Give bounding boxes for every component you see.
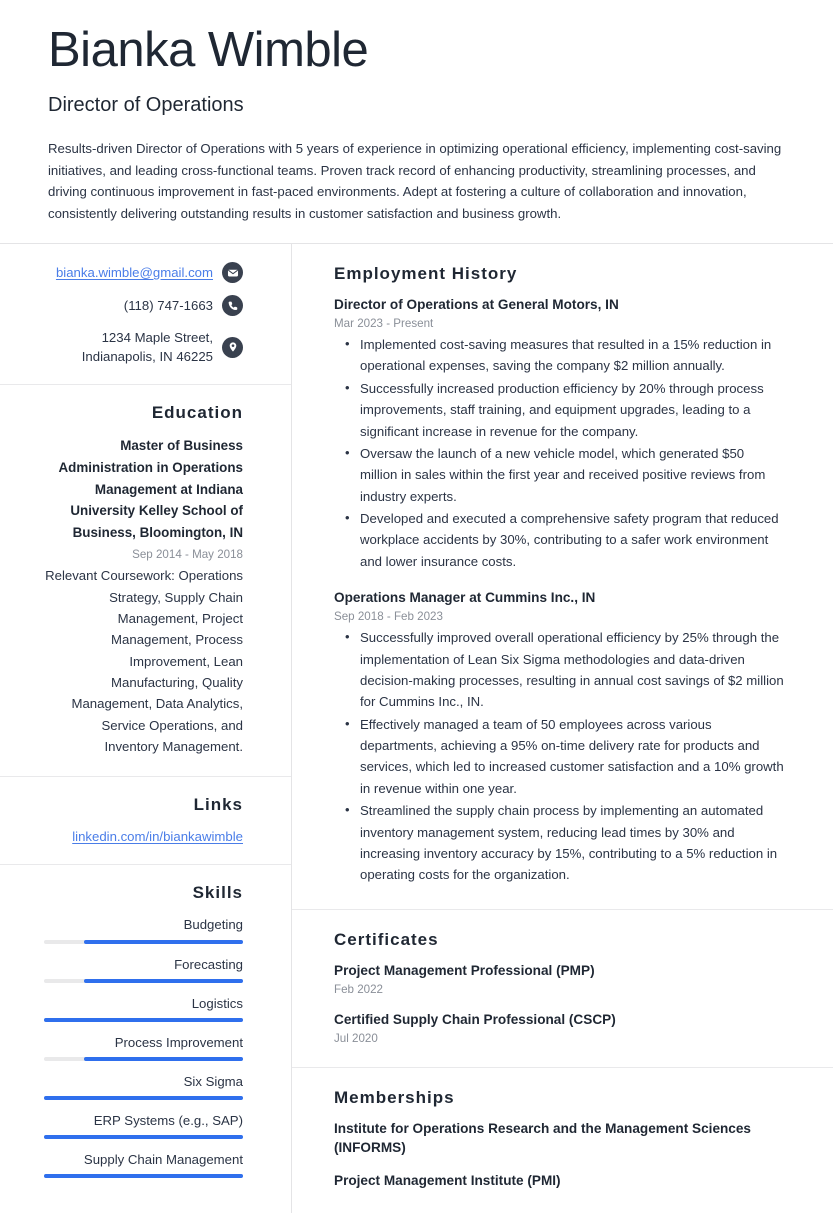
- skill-label: Forecasting: [174, 956, 243, 972]
- skill-level-bar: [44, 1057, 243, 1061]
- certificates-section: [292, 910, 833, 1068]
- membership-entry: [334, 1171, 785, 1191]
- phone-icon: [222, 295, 243, 316]
- certificate-entry: [334, 1010, 785, 1045]
- skill-level-fill: [44, 1096, 243, 1100]
- skill-label: Supply Chain Management: [83, 1152, 243, 1168]
- professional-summary: Results-driven Director of Operations with 5 years of experience in optimizing operational efficiency, implementing cost-saving initiatives, and leading cross-functional teams. Proven track record of enhancing productivity, streamlining processes, and driving continuous improvement in fast-paced environments. Adept at fostering a culture of collaboration and innovation, consistently delivering outstanding results in customer satisfaction and business growth.: [48, 140, 782, 222]
- skill-item: [44, 1072, 243, 1100]
- education-degree: Master of Business Administration in Operations Management at Indiana University Kelley School of Business, Bloomington, IN: [58, 438, 243, 541]
- contact-row-address: [44, 328, 243, 366]
- membership-title: Project Management Institute (PMI): [334, 1173, 561, 1189]
- education-description: Relevant Coursework: Operations Strategy, Supply Chain Management, Project Management, Process Improvement, Lean Manufacturing, Quality Management, Data Analytics, Service Operations, and Inventory Management.: [45, 568, 243, 755]
- links-heading: Links: [193, 794, 243, 814]
- employment-bullet: • Effectively managed a team of 50 employees across various departments, achieving a 95% on-time delivery rate for products and services, which led to increased customer satisfaction and a 10% growth in revenue within one year.: [334, 714, 785, 800]
- employment-bullet: • Successfully increased production efficiency by 20% through process improvements, staff training, and equipment upgrades, leading to a significant increase in revenue for the company.: [334, 378, 785, 442]
- certificate-date: Feb 2022: [334, 982, 383, 996]
- jobs-list: [334, 295, 785, 886]
- skill-level-bar: [44, 1135, 243, 1139]
- employment-title: Operations Manager at Cummins Inc., IN: [334, 590, 596, 606]
- skill-level-fill: [44, 1174, 243, 1178]
- certificates-list: [334, 961, 785, 1045]
- main-column: [292, 244, 833, 1213]
- address-text: 1234 Maple Street, Indianapolis, IN 46225: [81, 330, 213, 365]
- education-entry: [44, 435, 243, 757]
- skill-level-fill: [84, 940, 243, 944]
- skill-label: Logistics: [191, 995, 243, 1011]
- skill-item: [44, 1033, 243, 1061]
- links-section: [0, 777, 291, 866]
- skill-label: Budgeting: [183, 917, 243, 933]
- skill-level-fill: [84, 1057, 243, 1061]
- employment-bullet: • Successfully improved overall operational efficiency by 25% through the implementation of Lean Six Sigma methodologies and data-driven decision-making processes, resulting in annual cost savings of $2 million for Cummins Inc., IN.: [334, 627, 785, 713]
- contact-row-phone[interactable]: [44, 295, 243, 316]
- location-pin-icon: [222, 337, 243, 358]
- membership-title: Institute for Operations Research and the Management Sciences (INFORMS): [334, 1120, 751, 1156]
- employment-title: Director of Operations at General Motors, IN: [334, 297, 619, 313]
- resume-header: [0, 0, 833, 243]
- email-link[interactable]: bianka.wimble@gmail.com: [55, 264, 213, 280]
- contact-row-email[interactable]: [44, 262, 243, 283]
- employment-entry: [334, 295, 785, 572]
- education-heading: Education: [151, 403, 243, 423]
- contact-section: [0, 244, 291, 385]
- envelope-icon: [222, 262, 243, 283]
- memberships-list: [334, 1119, 785, 1191]
- resume-body: [0, 244, 833, 1213]
- skill-level-fill: [44, 1135, 243, 1139]
- employment-entry: [334, 588, 785, 886]
- certificate-title: Project Management Professional (PMP): [334, 962, 595, 978]
- skill-level-fill: [84, 979, 243, 983]
- employment-history-section: [292, 244, 833, 910]
- employment-bullet: • Streamlined the supply chain process by implementing an automated inventory management system, reducing lead times by 30% and increasing inventory accuracy by 15%, contributing to a 5% reduction in operating costs for the organization.: [334, 800, 785, 886]
- skill-item: [44, 1150, 243, 1178]
- skill-label: Six Sigma: [183, 1073, 243, 1089]
- employment-date: Mar 2023 - Present: [334, 317, 434, 331]
- skill-label: ERP Systems (e.g., SAP): [93, 1113, 243, 1129]
- phone-number: (118) 747-1663: [123, 297, 213, 313]
- certificate-title: Certified Supply Chain Professional (CSCP): [334, 1011, 616, 1027]
- employment-history-heading: Employment History: [334, 264, 518, 284]
- skill-level-bar: [44, 1018, 243, 1022]
- employment-bullet: • Oversaw the launch of a new vehicle model, which generated $50 million in sales within the first year and received positive reviews from industry experts.: [334, 443, 785, 507]
- employment-bullet: • Implemented cost-saving measures that resulted in a 15% reduction in operational expenses, saving the company $2 million annually.: [334, 334, 785, 377]
- skill-level-bar: [44, 1096, 243, 1100]
- skill-item: [44, 994, 243, 1022]
- employment-bullet: • Developed and executed a comprehensive safety program that reduced workplace accidents by 30%, contributing to a safer work environment and lower insurance costs.: [334, 508, 785, 572]
- skill-item: [44, 955, 243, 983]
- membership-entry: [334, 1119, 785, 1158]
- skill-label: Process Improvement: [114, 1034, 243, 1050]
- sidebar-column: [0, 244, 292, 1213]
- education-date: Sep 2014 - May 2018: [132, 547, 243, 561]
- employment-bullet-list: [334, 334, 785, 572]
- employment-date: Sep 2018 - Feb 2023: [334, 610, 443, 624]
- skill-item: [44, 1111, 243, 1139]
- skills-heading: Skills: [192, 883, 243, 903]
- education-section: [0, 385, 291, 776]
- skill-level-bar: [44, 940, 243, 944]
- memberships-heading: Memberships: [334, 1087, 455, 1107]
- employment-bullet-list: [334, 627, 785, 886]
- linkedin-link[interactable]: linkedin.com/in/biankawimble: [72, 828, 243, 844]
- skill-item: [44, 915, 243, 943]
- skills-list: [44, 915, 243, 1178]
- skill-level-bar: [44, 979, 243, 983]
- skill-level-fill: [44, 1018, 243, 1022]
- memberships-section: [292, 1068, 833, 1213]
- page-title: Bianka Wimble: [48, 23, 369, 77]
- job-role-subtitle: Director of Operations: [48, 93, 244, 116]
- certificates-heading: Certificates: [334, 929, 439, 949]
- skills-section: [0, 865, 291, 1196]
- certificate-date: Jul 2020: [334, 1031, 378, 1045]
- skill-level-bar: [44, 1174, 243, 1178]
- certificate-entry: [334, 961, 785, 996]
